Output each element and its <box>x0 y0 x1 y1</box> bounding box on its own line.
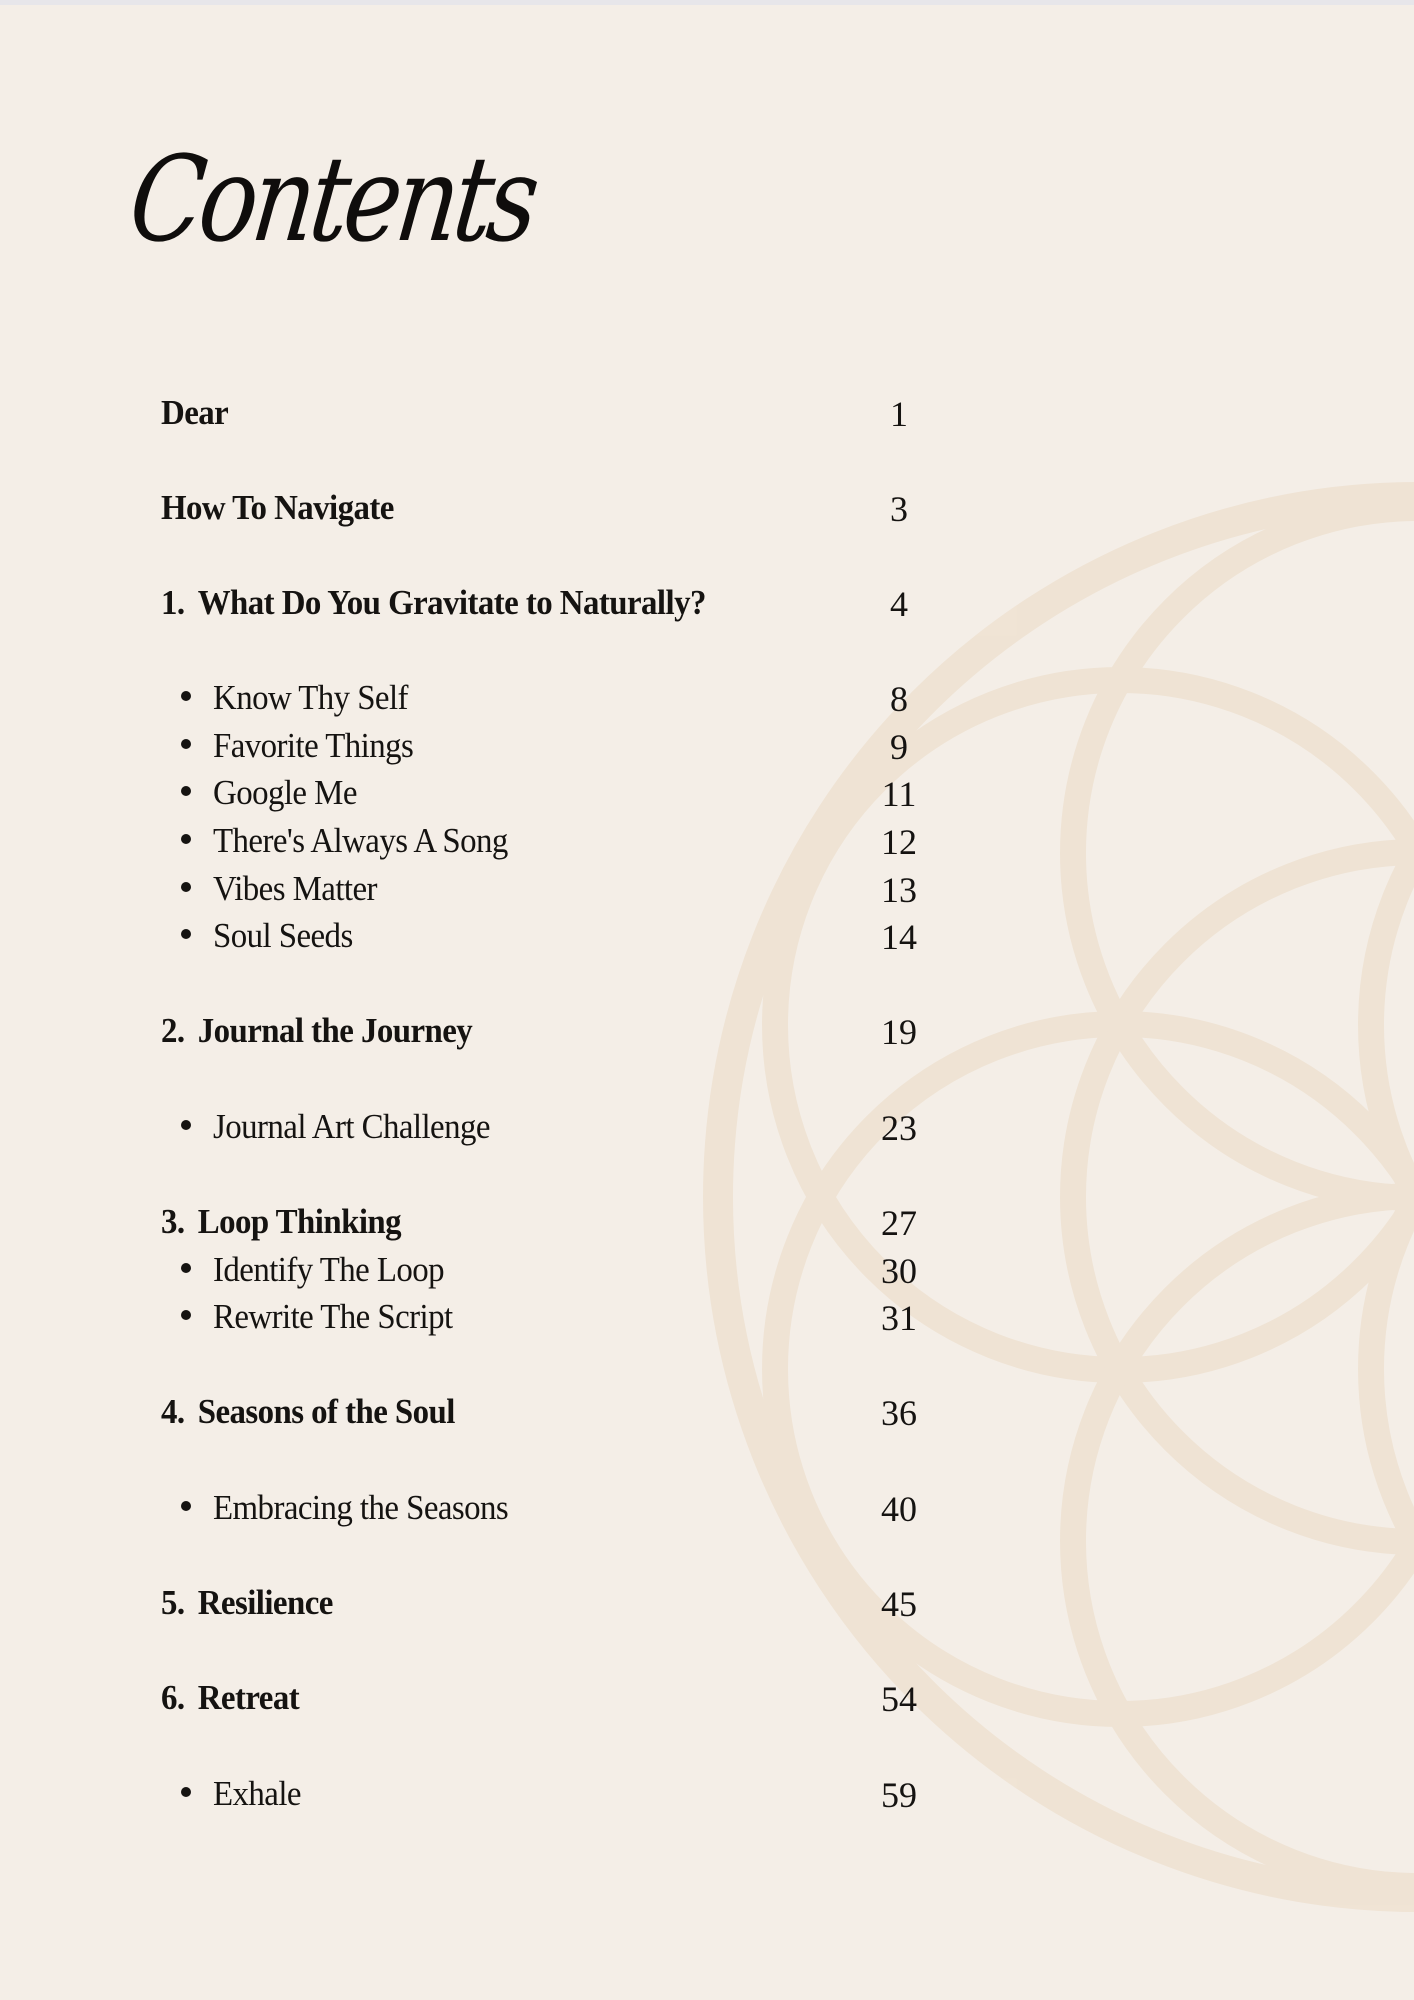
bullet-icon <box>181 739 191 749</box>
toc-entry-number: 3. <box>161 1202 185 1241</box>
toc-entry-label: Identify The Loop <box>213 1250 445 1289</box>
toc-entry-label: Embracing the Seasons <box>213 1488 509 1527</box>
toc-page-number: 19 <box>881 1012 917 1052</box>
toc-entry-label: Soul Seeds <box>213 916 353 955</box>
toc-entry-label: How To Navigate <box>161 488 394 527</box>
toc-entry-title <box>161 583 706 623</box>
toc-entry-label: What Do You Gravitate to Naturally? <box>197 583 706 622</box>
top-strip <box>0 0 1414 5</box>
toc-page-number: 27 <box>881 1203 917 1243</box>
toc-page-number: 30 <box>881 1251 917 1291</box>
toc-entry-title <box>213 1107 490 1147</box>
toc-subsection-entry[interactable] <box>161 1488 941 1532</box>
bullet-icon <box>181 834 191 844</box>
toc-page-number: 12 <box>881 822 917 862</box>
toc-entry-title <box>161 393 228 433</box>
toc-page-number: 45 <box>881 1584 917 1624</box>
toc-page-number: 14 <box>881 917 917 957</box>
toc-page-number: 36 <box>881 1393 917 1433</box>
toc-entry-label: Loop Thinking <box>197 1202 402 1241</box>
bullet-icon <box>181 882 191 892</box>
toc-entry-label: Exhale <box>213 1774 301 1813</box>
toc-entry-title <box>213 821 508 861</box>
bullet-icon <box>181 929 191 939</box>
toc-entry-title <box>161 1202 401 1242</box>
toc-page-number: 40 <box>881 1489 917 1529</box>
toc-entry-label: Google Me <box>213 773 357 812</box>
toc-section-entry[interactable] <box>161 583 941 627</box>
bullet-icon <box>181 1787 191 1797</box>
toc-entry-number: 4. <box>161 1392 185 1431</box>
toc-subsection-entry[interactable] <box>161 821 941 865</box>
bullet-icon <box>181 1120 191 1130</box>
toc-entry-label: Retreat <box>197 1678 300 1717</box>
toc-subsection-entry[interactable] <box>161 1250 941 1294</box>
toc-section-entry[interactable] <box>161 1392 941 1436</box>
toc-entry-label: Journal the Journey <box>197 1011 473 1050</box>
toc-subsection-entry[interactable] <box>161 773 941 817</box>
toc-entry-title <box>213 1297 453 1337</box>
toc-entry-title <box>161 1392 455 1432</box>
toc-entry-label: Dear <box>161 393 229 432</box>
toc-subsection-entry[interactable] <box>161 1774 941 1818</box>
toc-section-entry[interactable] <box>161 488 941 532</box>
toc-page-number: 59 <box>881 1775 917 1815</box>
toc-entry-title <box>213 773 357 813</box>
toc-page-number: 4 <box>890 584 908 624</box>
toc-entry-label: Vibes Matter <box>213 869 377 908</box>
bullet-icon <box>181 691 191 701</box>
toc-entry-title <box>161 488 394 528</box>
toc-entry-label: There's Always A Song <box>213 821 508 860</box>
toc-entry-label: Seasons of the Soul <box>197 1392 455 1431</box>
toc-section-entry[interactable] <box>161 1583 941 1627</box>
bullet-icon <box>181 1501 191 1511</box>
toc-entry-title <box>213 1488 508 1528</box>
toc-subsection-entry[interactable] <box>161 726 941 770</box>
bullet-icon <box>181 1263 191 1273</box>
toc-section-entry[interactable] <box>161 393 941 437</box>
toc-entry-label: Favorite Things <box>213 726 414 765</box>
toc-page-number: 3 <box>890 489 908 529</box>
toc-entry-label: Journal Art Challenge <box>213 1107 490 1146</box>
toc-page-number: 9 <box>890 727 908 767</box>
toc-section-entry[interactable] <box>161 1678 941 1722</box>
toc-entry-number: 2. <box>161 1011 185 1050</box>
toc-subsection-entry[interactable] <box>161 1107 941 1151</box>
toc-page-number: 11 <box>881 774 917 814</box>
toc-entry-label: Resilience <box>197 1583 333 1622</box>
toc-entry-title <box>161 1678 299 1718</box>
bullet-icon <box>181 786 191 796</box>
toc-page-number: 23 <box>881 1108 917 1148</box>
bullet-icon <box>181 1310 191 1320</box>
toc-section-entry[interactable] <box>161 1202 941 1246</box>
toc-entry-title <box>213 1250 444 1290</box>
toc-entry-label: Rewrite The Script <box>213 1297 453 1336</box>
toc-entry-number: 5. <box>161 1583 185 1622</box>
toc-entry-title <box>161 1011 472 1051</box>
toc-entry-title <box>213 1774 301 1814</box>
toc-page-number: 1 <box>890 394 908 434</box>
toc-section-entry[interactable] <box>161 1011 941 1055</box>
toc-page-number: 54 <box>881 1679 917 1719</box>
page-title: Contents <box>123 130 542 268</box>
toc-entry-label: Know Thy Self <box>213 678 408 717</box>
toc-entry-title <box>161 1583 333 1623</box>
toc-page-number: 8 <box>890 679 908 719</box>
toc-subsection-entry[interactable] <box>161 869 941 913</box>
toc-subsection-entry[interactable] <box>161 916 941 960</box>
toc-subsection-entry[interactable] <box>161 1297 941 1341</box>
toc-subsection-entry[interactable] <box>161 678 941 722</box>
toc-page-number: 13 <box>881 870 917 910</box>
toc-entry-number: 6. <box>161 1678 185 1717</box>
toc-page-number: 31 <box>881 1298 917 1338</box>
toc-entry-title <box>213 726 413 766</box>
toc-entry-title <box>213 678 408 718</box>
toc-entry-title <box>213 916 353 956</box>
toc-entry-number: 1. <box>161 583 185 622</box>
toc-entry-title <box>213 869 377 909</box>
